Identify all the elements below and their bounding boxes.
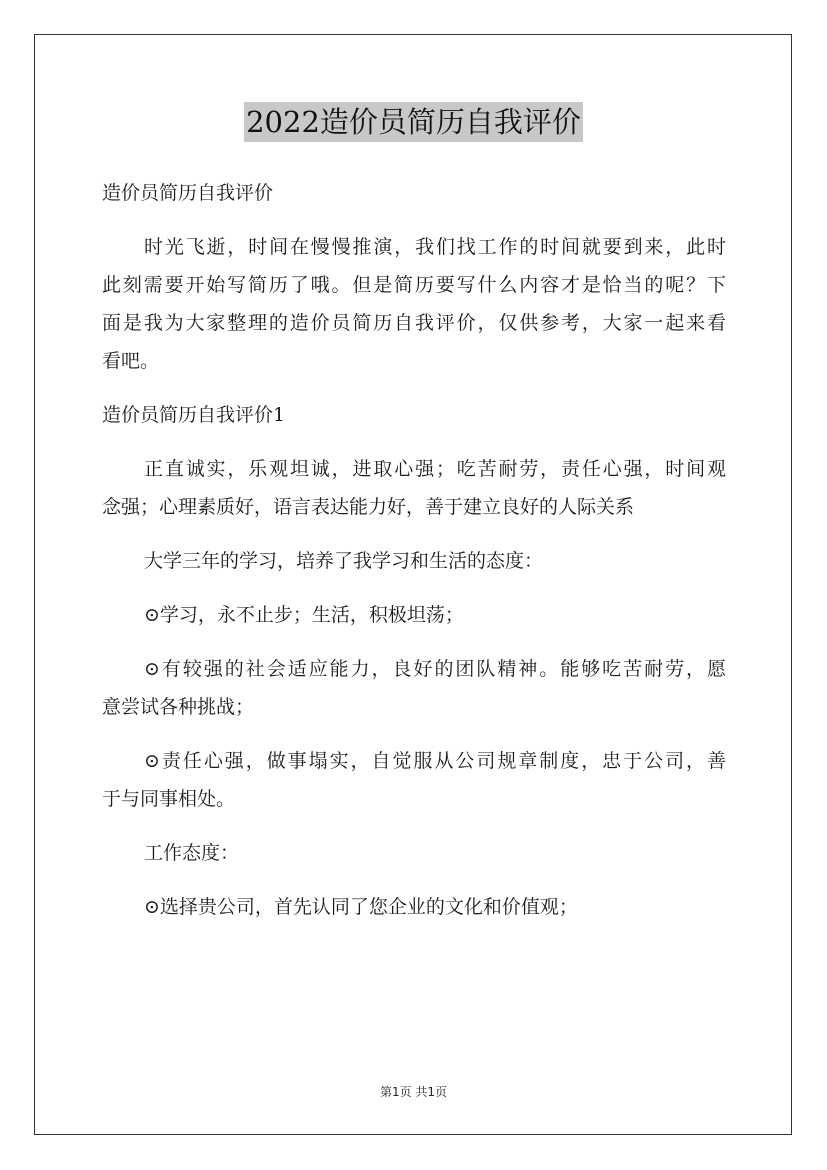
paragraph [102, 834, 726, 872]
paragraph-line: 此刻需要开始写简历了哦。但是简历要写什么内容才是恰当的呢？下 [102, 274, 726, 296]
paragraph-line: 念强；心理素质好，语言表达能力好，善于建立良好的人际关系 [102, 496, 635, 518]
paragraph [102, 174, 726, 212]
paragraph [102, 542, 726, 580]
paragraph [102, 650, 726, 726]
page-footer: 第1页 共1页 [379, 1085, 448, 1099]
paragraph [102, 450, 726, 526]
paragraph-line: 造价员简历自我评价 [102, 182, 274, 204]
paragraph-line: ⊙责任心强，做事塌实，自觉服从公司规章制度，忠于公司，善 [144, 750, 726, 772]
paragraph-line: 正直诚实，乐观坦诚，进取心强；吃苦耐劳，责任心强，时间观 [144, 458, 726, 480]
paragraph [102, 596, 726, 634]
paragraph [102, 228, 726, 380]
paragraph [102, 742, 726, 818]
paragraph [102, 396, 726, 434]
paragraph [102, 888, 726, 926]
paragraph-line: 造价员简历自我评价1 [102, 404, 286, 426]
paragraph-line: 面是我为大家整理的造价员简历自我评价，仅供参考，大家一起来看 [102, 312, 726, 334]
paragraph-line: ⊙选择贵公司，首先认同了您企业的文化和价值观； [144, 896, 578, 918]
document-body [102, 174, 726, 942]
document-title: 2022造价员简历自我评价 [244, 102, 583, 142]
paragraph-line: 大学三年的学习，培养了我学习和生活的态度： [144, 550, 544, 572]
paragraph-line: 意尝试各种挑战； [102, 696, 255, 718]
paragraph-line: 时光飞逝，时间在慢慢推演，我们找工作的时间就要到来，此时 [144, 236, 726, 258]
paragraph-line: 看吧。 [102, 350, 160, 372]
paragraph-line: 于与同事相处。 [102, 788, 236, 810]
paragraph-line: ⊙有较强的社会适应能力，良好的团队精神。能够吃苦耐劳，愿 [144, 658, 726, 680]
paragraph-line: ⊙学习，永不止步；生活，积极坦荡； [144, 604, 464, 626]
title-container [0, 102, 827, 142]
paragraph-line: 工作态度： [144, 842, 240, 864]
